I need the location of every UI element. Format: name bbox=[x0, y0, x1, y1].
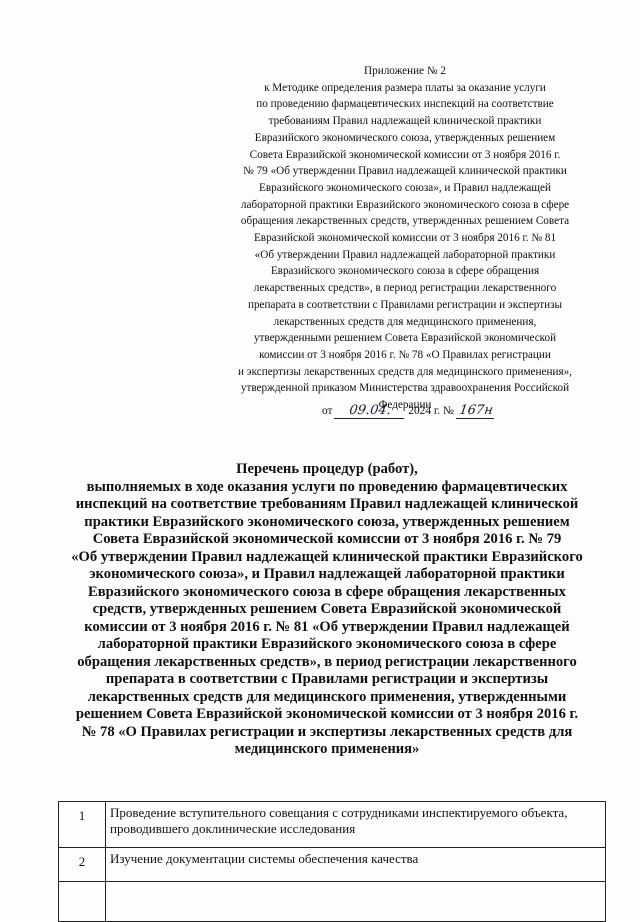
document-title bbox=[40, 461, 614, 759]
title-line: экономического союза», и Правил надлежащей лабораторной практики bbox=[89, 566, 565, 582]
annex-line: Совета Евразийской экономической комиссии от 3 ноября 2016 г. bbox=[249, 148, 561, 161]
procedures-table bbox=[58, 801, 606, 922]
annex-line: лабораторной практики Евразийского экономического союза в сфере bbox=[240, 198, 570, 211]
annex-line: утвержденными решением Совета Евразийской экономической bbox=[253, 332, 557, 345]
title-line: № 78 «О Правилах регистрации и экспертизы лекарственных средств для bbox=[81, 723, 573, 740]
row-text-line: Проведение вступительного совещания с сотрудниками инспектируемого объекта, bbox=[110, 805, 568, 820]
annex-line: № 79 «Об утверждении Правил надлежащей клинической практики bbox=[243, 165, 567, 178]
title-line: инспекций на соответствие требованиям Правил надлежащей клинической bbox=[75, 496, 579, 512]
annex-line: по проведению фармацевтических инспекций на соответствие bbox=[256, 98, 554, 111]
title-line: средств, утвержденных решением Совета Евразийской экономической bbox=[92, 601, 562, 617]
order-number-handwritten: 167н bbox=[456, 403, 496, 419]
annex-line: лекарственных средств для медицинского применения, bbox=[273, 315, 537, 328]
title-line: Перечень процедур (работ), bbox=[236, 461, 418, 477]
title-line: медицинского применения» bbox=[234, 741, 420, 757]
row-number: 1 bbox=[59, 802, 106, 848]
title-line: решением Совета Евразийской экономической комиссии от 3 ноября 2016 г. bbox=[75, 706, 579, 722]
table-row bbox=[59, 882, 606, 922]
annex-line: Евразийского экономического союза», и Правил надлежащей bbox=[259, 181, 551, 194]
table-row bbox=[59, 848, 606, 882]
title-line: Евразийского экономического союза в сфере обращения лекарственных bbox=[88, 583, 566, 600]
annex-header bbox=[228, 63, 582, 414]
annex-line: требованиям Правил надлежащей клинической практики bbox=[268, 115, 542, 128]
annex-line: и экспертизы лекарственных средств для медицинского применения», bbox=[238, 365, 572, 378]
order-prefix: от bbox=[322, 405, 333, 417]
annex-line: Евразийского экономического союза, утвержденных решением bbox=[254, 131, 556, 144]
title-line: практики Евразийского экономического союза, утвержденных решением bbox=[84, 513, 570, 530]
row-text-line: Изучение документации системы обеспечения качества bbox=[110, 851, 419, 866]
annex-line: Евразийского экономического союза в сфере обращения bbox=[270, 265, 540, 278]
annex-line: обращения лекарственных средств, утвержденных решением Совета bbox=[240, 215, 570, 228]
row-text bbox=[106, 802, 606, 848]
order-reference bbox=[322, 403, 495, 419]
title-line: препарата в соответствии с Правилами регистрации и экспертизы bbox=[105, 671, 549, 687]
row-text bbox=[106, 848, 606, 882]
annex-line: Приложение № 2 bbox=[364, 65, 446, 77]
title-line: обращения лекарственных средств», в период регистрации лекарственного bbox=[77, 653, 577, 670]
title-line: комиссии от 3 ноября 2016 г. № 81 «Об утверждении Правил надлежащей bbox=[84, 618, 570, 635]
title-line: «Об утверждении Правил надлежащей клинической практики Евразийского bbox=[71, 548, 583, 565]
annex-line: комиссии от 3 ноября 2016 г. № 78 «О Правилах регистрации bbox=[259, 348, 551, 361]
row-number: 2 bbox=[59, 848, 106, 882]
annex-line: Евразийской экономической комиссии от 3 ноября 2016 г. № 81 bbox=[253, 232, 557, 245]
annex-line: Федерации bbox=[378, 399, 432, 412]
annex-line: к Методике определения размера платы за оказание услуги bbox=[264, 81, 546, 94]
title-line: выполняемых в ходе оказания услуги по проведению фармацевтических bbox=[86, 478, 568, 495]
order-date-handwritten: 09.04. bbox=[334, 403, 406, 419]
title-line: лекарственных средств для медицинского применения, утвержденными bbox=[87, 688, 567, 705]
title-line: Совета Евразийской экономической комиссии от 3 ноября 2016 г. № 79 bbox=[92, 531, 562, 547]
row-number bbox=[59, 882, 106, 922]
annex-line: «Об утверждении Правил надлежащей лабораторной практики bbox=[254, 248, 556, 261]
row-text bbox=[106, 882, 606, 922]
title-line: лабораторной практики Евразийского экономического союза в сфере bbox=[97, 636, 557, 652]
annex-line: утвержденной приказом Министерства здравоохранения Российской bbox=[240, 382, 570, 395]
row-text-line: проводившего доклинические исследования bbox=[110, 821, 356, 836]
table-row bbox=[59, 802, 606, 848]
annex-line: лекарственных средств», в период регистрации лекарственного bbox=[253, 282, 557, 295]
order-year: 2024 г. № bbox=[408, 405, 454, 417]
annex-line: препарата в соответствии с Правилами регистрации и экспертизы bbox=[247, 298, 563, 311]
